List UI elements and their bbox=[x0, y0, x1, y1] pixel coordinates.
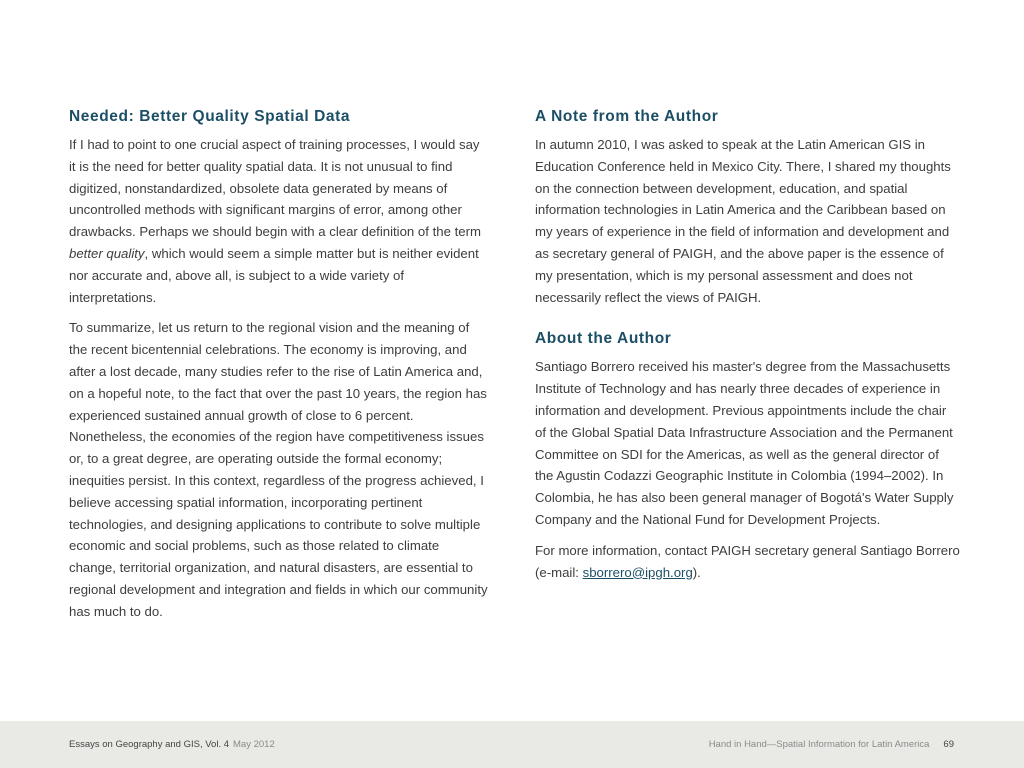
paragraph bbox=[535, 540, 960, 584]
section-heading: Needed: Better Quality Spatial Data bbox=[69, 108, 351, 125]
paragraph-text: ). bbox=[692, 564, 701, 580]
section-note-from-author bbox=[535, 104, 960, 308]
section-better-quality-data bbox=[69, 104, 489, 623]
section-heading: About the Author bbox=[535, 330, 672, 348]
paragraph bbox=[69, 134, 489, 308]
page-footer bbox=[0, 721, 1024, 768]
paragraph: Santiago Borrero received his master's degree from the Massachusetts Institute of Technology and has nearly three decades of experience in information and development. Previous appointments include the chair of the Global Spatial Data Infrastructure Association and the Permanent Committee on SDI for the Americas, as well as the general director of the Agustin Codazzi Geographic Institute in Colombia (1994–2002). In Colombia, he has also been general manager of Bogotá's Water Supply Company and the National Fund for Development Projects. bbox=[535, 359, 954, 527]
left-column bbox=[69, 104, 489, 623]
footer-book bbox=[709, 739, 954, 750]
emphasis-text: better quality bbox=[69, 245, 145, 261]
footer-publication bbox=[69, 739, 275, 750]
publication-date: May 2012 bbox=[233, 739, 275, 750]
email-link[interactable]: sborrero@ipgh.org bbox=[582, 564, 693, 580]
section-about-author bbox=[535, 326, 960, 583]
paragraph-text: , which would seem a simple matter but is neither evident nor accurate and, above all, is subject to a wide variety of interpretations. bbox=[69, 245, 479, 305]
right-column bbox=[535, 104, 960, 583]
publication-title: Essays on Geography and GIS, Vol. 4 bbox=[69, 739, 230, 750]
paragraph-text: If I had to point to one crucial aspect of training processes, I would say it is the need for better quality spatial data. It is not unusual to find digitized, nonstandardized, obsolete data generated by means of uncontrolled methods with significant margins of error, among other drawbacks. Perhaps we should begin with a clear definition of the term bbox=[69, 137, 481, 240]
section-heading: A Note from the Author bbox=[535, 108, 719, 125]
paragraph-text: For more information, contact PAIGH secretary general Santiago Borrero (e-mail: bbox=[535, 542, 960, 580]
paragraph: In autumn 2010, I was asked to speak at the Latin American GIS in Education Conference held in Mexico City. There, I shared my thoughts on the connection between development, education, and spatial information technologies in Latin America and the Caribbean based on my years of experience in the field of information and development and as secretary general of PAIGH, and the above paper is the essence of my presentation, which is my personal assessment and does not necessarily reflect the views of PAIGH. bbox=[535, 137, 951, 305]
book-title: Hand in Hand—Spatial Information for Latin America bbox=[708, 739, 930, 750]
page-number: 69 bbox=[943, 739, 954, 750]
paragraph: To summarize, let us return to the regional vision and the meaning of the recent bicentennial celebrations. The economy is improving, and after a lost decade, many studies refer to the rise of Latin America and, on a hopeful note, to the fact that over the past 10 years, the region has experienced sustained annual growth of close to 6 percent. Nonetheless, the economies of the region have competitiveness issues or, to a great degree, are operating outside the formal economy; inequities persist. In this context, regardless of the progress achieved, I believe accessing spatial information, incorporating pertinent technologies, and designing applications to contribute to solve multiple economic and social problems, such as those related to climate change, territorial organization, and natural disasters, are essential to regional development and integration and fields in which our community has much to do. bbox=[69, 320, 488, 619]
